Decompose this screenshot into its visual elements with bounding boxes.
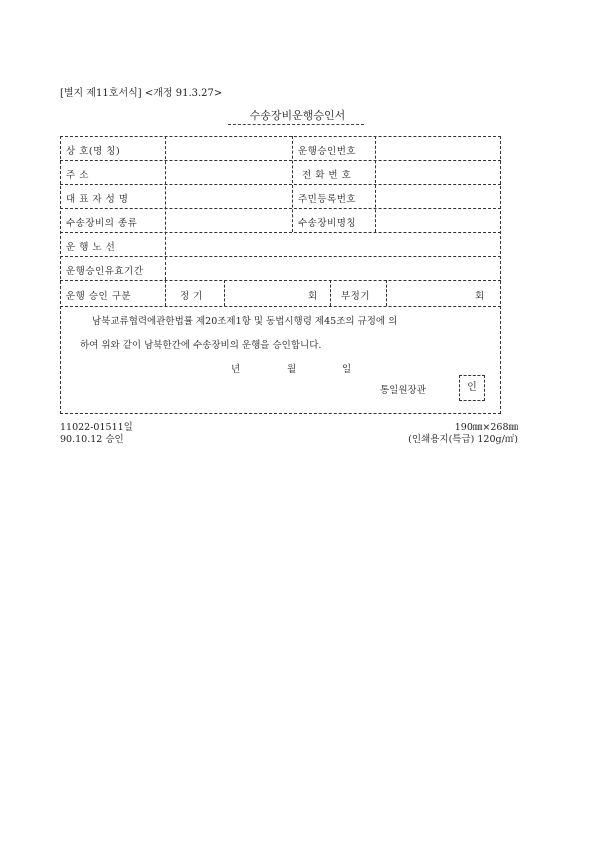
column-divider [330, 280, 331, 306]
form-code: 11022-01511일 [60, 422, 133, 433]
label-representative: 대 표 자 성 명 [66, 194, 129, 205]
label-phone: 전 화 번 호 [302, 170, 352, 181]
label-irregular: 부정기 [341, 291, 371, 302]
label-regular: 정 기 [180, 291, 203, 302]
column-divider [292, 136, 293, 232]
column-divider [386, 280, 387, 306]
row-divider [60, 232, 501, 233]
date-year: 년 [231, 364, 241, 375]
label-resident-number: 주민등록번호 [298, 194, 357, 205]
column-divider [165, 136, 166, 280]
date-day: 일 [342, 364, 352, 375]
label-approval-number: 운행승인번호 [298, 146, 357, 157]
form-number-header: [별지 제11호서식] <개정 91.3.27> [60, 88, 223, 99]
row-divider [60, 280, 501, 281]
approval-statement-line-2: 하여 위와 같이 남북한간에 수송장비의 운행을 승인합니다. [80, 340, 322, 351]
row-divider [60, 256, 501, 257]
label-times-regular: 회 [308, 291, 318, 302]
label-address: 주 소 [66, 170, 89, 181]
label-equipment-name: 수송장비명칭 [298, 218, 357, 229]
label-approval-category: 운행 승인 구분 [66, 291, 132, 302]
row-divider [60, 306, 501, 307]
document-title: 수송장비운행승인서 [249, 109, 346, 122]
paper-spec: (인쇄용지(특급) 120g/㎡) [408, 434, 518, 445]
row-divider [60, 208, 501, 209]
title-underline [228, 124, 364, 125]
row-divider [60, 184, 501, 185]
label-times-irregular: 회 [475, 291, 485, 302]
column-divider [224, 280, 225, 306]
row-divider [60, 160, 501, 161]
label-route: 운 행 노 선 [66, 242, 116, 253]
date-month: 월 [287, 364, 297, 375]
column-divider [375, 136, 376, 232]
column-divider [165, 280, 166, 306]
signer-title: 통일원장관 [380, 385, 426, 396]
seal-stamp-box: 인 [459, 375, 485, 401]
label-company-name: 상 호(명 칭) [66, 146, 121, 157]
approval-statement-line-1: 남북교류협력에관한법률 제20조제1항 및 동법시행령 제45조의 규정에 의 [92, 316, 398, 327]
paper-size: 190㎜×268㎜ [454, 422, 518, 433]
label-equipment-type: 수송장비의 종류 [66, 218, 138, 229]
label-validity-period: 운행승인유효기간 [66, 266, 144, 277]
approval-date: 90.10.12 승인 [60, 434, 124, 445]
